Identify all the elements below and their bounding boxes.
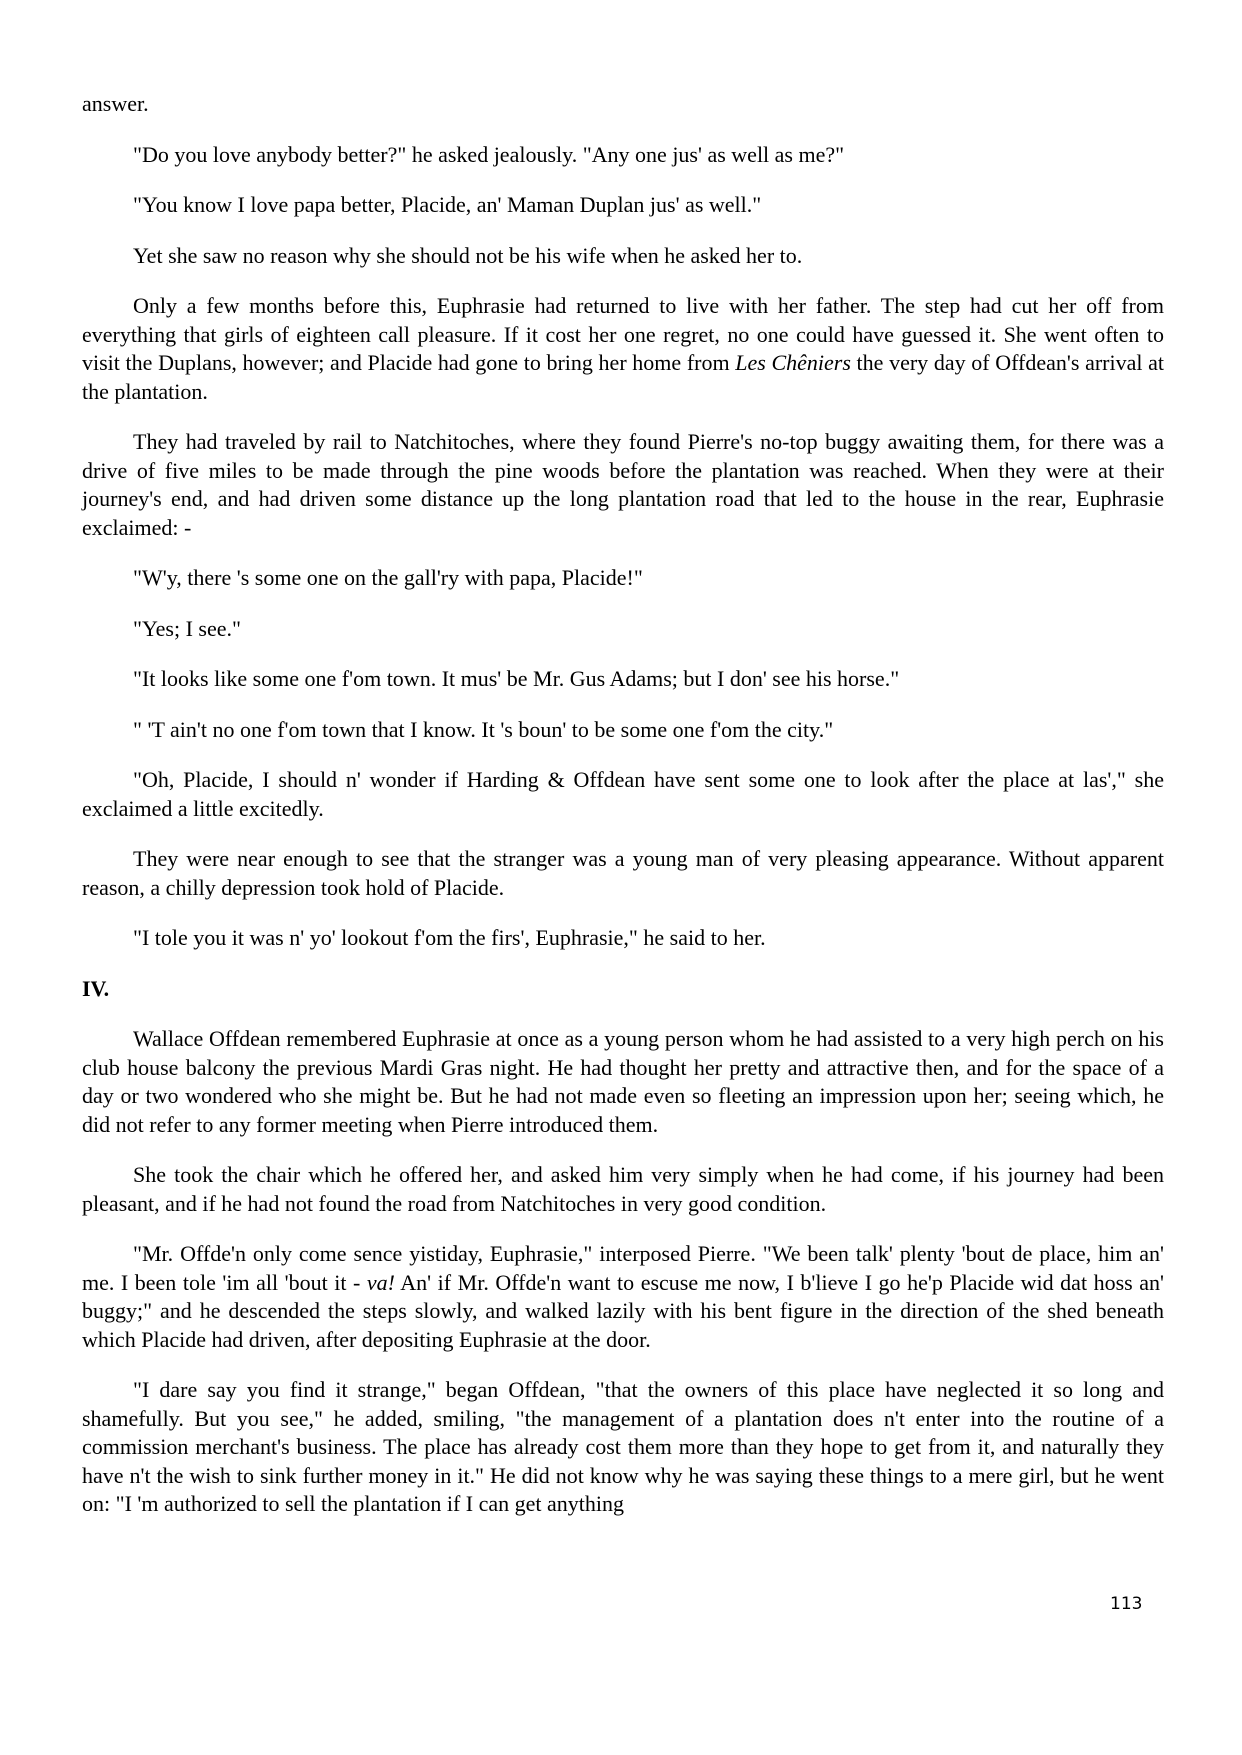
section-heading: IV.: [82, 975, 110, 1001]
paragraph: "I dare say you find it strange," began Offdean, "that the owners of this place have neglected it so long and shamefully. But you see," he added, smiling, "the management of a plantation does n't enter into the routine of a commission merchant's business. The place has already cost them more than they hope to get from it, and naturally they have n't the wish to sink further money in it." He did not know why he was saying these things to a mere girl, but he went on: "I 'm authorized to sell the plantation if I can get anything: [82, 1377, 1164, 1516]
paragraph-text: Only a few months before this, Euphrasie had returned to live with her father. The step had cut her off from everything that girls of eighteen call pleasure. If it cost her one regret, no one could have guessed it. She went often to visit the Duplans, however; and Placide had gone to bring her home from: [82, 293, 1164, 375]
paragraph: They were near enough to see that the stranger was a young man of very pleasing appearance. Without apparent reason, a chilly depression took hold of Placide.: [82, 846, 1164, 900]
document-page: [82, 90, 1164, 1541]
paragraph: Yet she saw no reason why she should not be his wife when he asked her to.: [133, 242, 803, 268]
paragraph: "You know I love papa better, Placide, an' Maman Duplan jus' as well.": [133, 192, 762, 217]
paragraph: " 'T ain't no one f'om town that I know. It 's boun' to be some one f'om the city.": [133, 716, 834, 742]
paragraph: [82, 292, 1164, 406]
italic-text: va!: [366, 1269, 395, 1295]
page-number: 113: [1110, 1594, 1143, 1614]
paragraph-text-continued: the very day of Offdean's arrival at the plantation.: [82, 350, 1164, 404]
paragraph-text: "Mr. Offde'n only come sence yistiday, Euphrasie," interposed Pierre. "We been talk' plenty 'bout de place, him an' me. I been tole 'im all 'bout it -: [82, 1241, 1164, 1295]
paragraph: Wallace Offdean remembered Euphrasie at once as a young person whom he had assisted to a very high perch on his club house balcony the previous Mardi Gras night. He had thought her pretty and attractive then, and for the space of a day or two wondered who she might be. But he had not made even so fleeting an impression upon her; seeing which, he did not refer to any former meeting when Pierre introduced them.: [82, 1026, 1164, 1137]
paragraph-text-continued: An' if Mr. Offde'n want to escuse me now, I b'lieve I go he'p Placide wid dat hoss an' buggy;" and he descended the steps slowly, and walked lazily with his bent figure in the direction of the shed beneath which Placide had driven, after depositing Euphrasie at the door.: [82, 1269, 1164, 1352]
paragraph: "I tole you it was n' yo' lookout f'om the firs', Euphrasie," he said to her.: [133, 925, 766, 950]
paragraph: [82, 1240, 1164, 1354]
paragraph: "Do you love anybody better?" he asked jealously. "Any one jus' as well as me?": [133, 141, 845, 167]
paragraph: They had traveled by rail to Natchitoches, where they found Pierre's no-top buggy awaiting them, for there was a drive of five miles to be made through the pine woods before the plantation was reached. When they were at their journey's end, and had driven some distance up the long plantation road that led to the house in the rear, Euphrasie exclaimed: -: [82, 429, 1164, 540]
paragraph: "Yes; I see.": [133, 615, 242, 641]
paragraph: "W'y, there 's some one on the gall'ry with papa, Placide!": [133, 565, 643, 590]
paragraph: She took the chair which he offered her, and asked him very simply when he had come, if his journey had been pleasant, and if he had not found the road from Natchitoches in very good condition.: [82, 1162, 1164, 1216]
italic-text: Les Chêniers: [735, 350, 851, 375]
paragraph: answer.: [82, 91, 149, 116]
paragraph: "Oh, Placide, I should n' wonder if Harding & Offdean have sent some one to look after the place at las'," she exclaimed a little excitedly.: [82, 767, 1164, 821]
paragraph: "It looks like some one f'om town. It mus' be Mr. Gus Adams; but I don' see his horse.": [133, 666, 900, 691]
